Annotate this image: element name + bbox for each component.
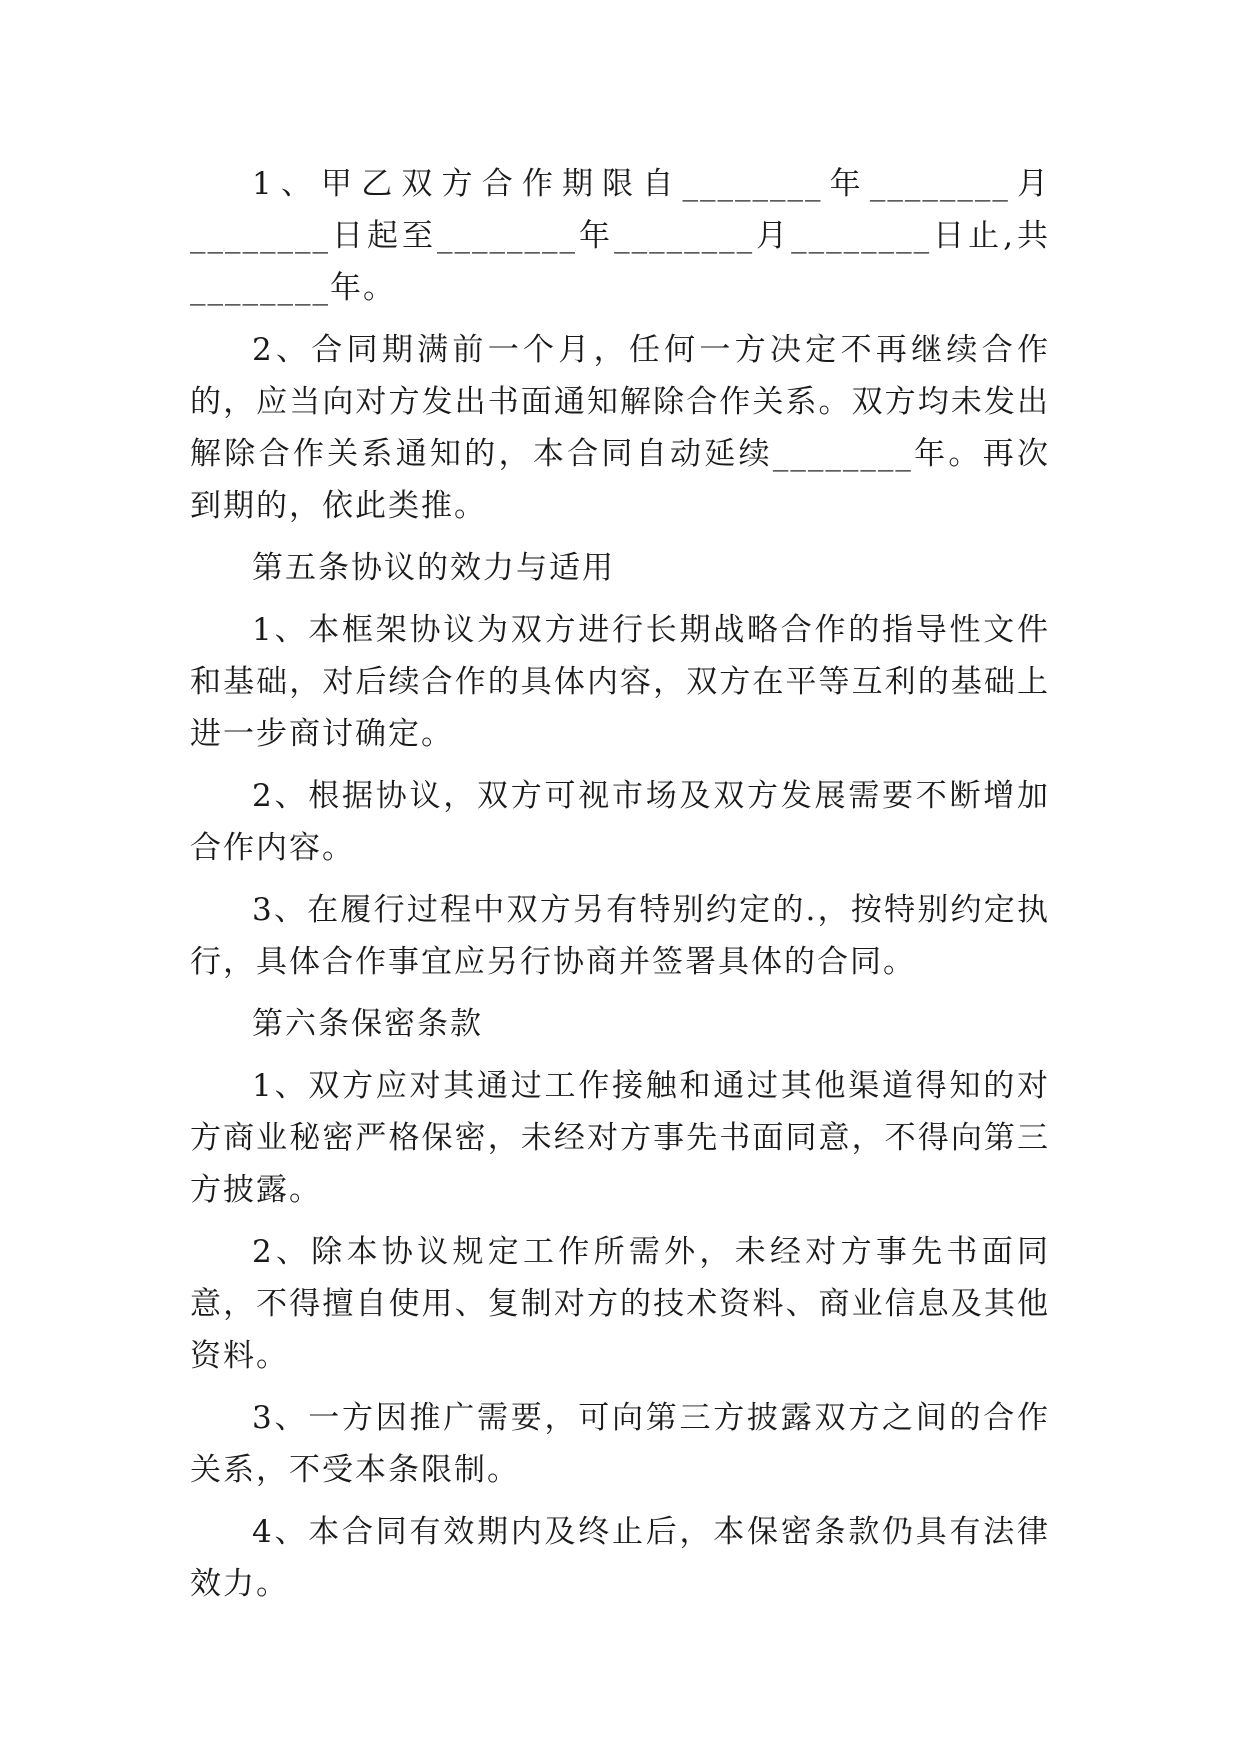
- article-six-item-4: 4、本合同有效期内及终止后，本保密条款仍具有法律效力。: [190, 1514, 1050, 1602]
- document-body: [190, 158, 1050, 1620]
- clause-renewal-paragraph: 2、合同期满前一个月，任何一方决定不再继续合作的，应当向对方发出书面通知解除合作关系。双方均未发出解除合作关系通知的，本合同自动延续________年。再次到期的，依此类推。: [190, 332, 1050, 524]
- article-six-item-2: 2、除本协议规定工作所需外，未经对方事先书面同意，不得擅自使用、复制对方的技术资料、商业信息及其他资料。: [190, 1234, 1050, 1374]
- article-five-item-2: 2、根据协议，双方可视市场及双方发展需要不断增加合作内容。: [190, 778, 1050, 866]
- article-six-item-3: 3、一方因推广需要，可向第三方披露双方之间的合作关系，不受本条限制。: [190, 1400, 1050, 1488]
- article-five-heading: 第五条协议的效力与适用: [252, 550, 615, 586]
- article-six-heading: 第六条保密条款: [252, 1006, 483, 1042]
- clause-term-paragraph: 1、甲乙双方合作期限自________年________月________日起至________年________月________日止,共________年。: [190, 166, 1050, 306]
- article-five-item-1: 1、本框架协议为双方进行长期战略合作的指导性文件和基础，对后续合作的具体内容，双方在平等互利的基础上进一步商讨确定。: [190, 612, 1050, 752]
- article-five-item-3: 3、在履行过程中双方另有特别约定的.，按特别约定执行，具体合作事宜应另行协商并签署具体的合同。: [190, 892, 1050, 980]
- article-six-item-1: 1、双方应对其通过工作接触和通过其他渠道得知的对方商业秘密严格保密，未经对方事先书面同意，不得向第三方披露。: [190, 1068, 1050, 1208]
